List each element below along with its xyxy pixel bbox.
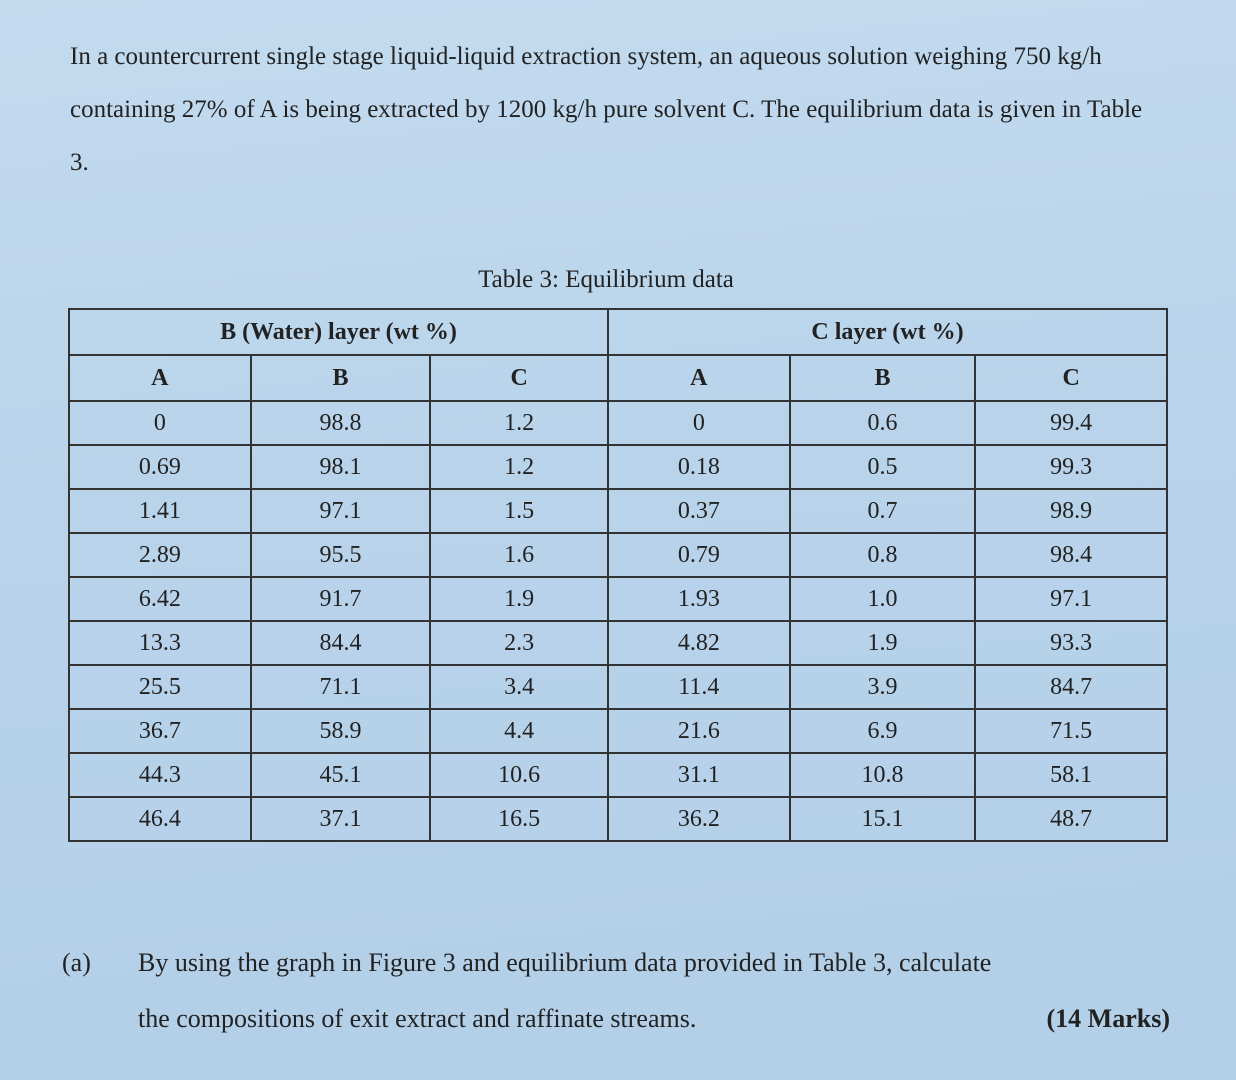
table-cell: 36.2 [608, 797, 790, 841]
table-cell: 71.5 [975, 709, 1167, 753]
table-cell: 84.4 [251, 621, 431, 665]
table-cell: 6.42 [69, 577, 251, 621]
question-text-line-2: the compositions of exit extract and raffinate streams. [138, 1004, 697, 1033]
table-cell: 2.3 [430, 621, 608, 665]
table-cell: 31.1 [608, 753, 790, 797]
table-row [69, 621, 1167, 665]
table-caption [0, 266, 1236, 294]
table-cell: 45.1 [251, 753, 431, 797]
table-cell: 21.6 [608, 709, 790, 753]
group-header-row [69, 309, 1167, 355]
table-cell: 16.5 [430, 797, 608, 841]
table-row [69, 709, 1167, 753]
table-cell: 36.7 [69, 709, 251, 753]
table-cell: 98.8 [251, 401, 431, 445]
table-cell: 98.9 [975, 489, 1167, 533]
table-cell: 71.1 [251, 665, 431, 709]
table-body [69, 401, 1167, 841]
table-cell: 0.79 [608, 533, 790, 577]
table-cell: 58.1 [975, 753, 1167, 797]
table-cell: 98.1 [251, 445, 431, 489]
table-cell: 3.4 [430, 665, 608, 709]
table-cell: 1.93 [608, 577, 790, 621]
table-cell: 1.2 [430, 401, 608, 445]
table-cell: 2.89 [69, 533, 251, 577]
table-cell: 4.82 [608, 621, 790, 665]
table-cell: 1.6 [430, 533, 608, 577]
table-cell: 84.7 [975, 665, 1167, 709]
table-cell: 1.5 [430, 489, 608, 533]
table-cell: 48.7 [975, 797, 1167, 841]
column-header: C [975, 355, 1167, 401]
column-header: A [69, 355, 251, 401]
table-cell: 98.4 [975, 533, 1167, 577]
table-cell: 10.6 [430, 753, 608, 797]
table-row [69, 533, 1167, 577]
table-row [69, 445, 1167, 489]
table-cell: 3.9 [790, 665, 976, 709]
table-row [69, 665, 1167, 709]
table-cell: 1.9 [790, 621, 976, 665]
table-cell: 25.5 [69, 665, 251, 709]
table-cell: 10.8 [790, 753, 976, 797]
table-cell: 15.1 [790, 797, 976, 841]
table-cell: 0.5 [790, 445, 976, 489]
table-cell: 1.2 [430, 445, 608, 489]
table-cell: 91.7 [251, 577, 431, 621]
column-header: A [608, 355, 790, 401]
column-header: B [251, 355, 431, 401]
table-cell: 97.1 [251, 489, 431, 533]
table-cell: 6.9 [790, 709, 976, 753]
group-header-b-layer: B (Water) layer (wt %) [69, 309, 608, 355]
table-cell: 93.3 [975, 621, 1167, 665]
table-row [69, 577, 1167, 621]
column-header: C [430, 355, 608, 401]
table-cell: 0.8 [790, 533, 976, 577]
table-cell: 37.1 [251, 797, 431, 841]
group-header-c-layer: C layer (wt %) [608, 309, 1167, 355]
column-header: B [790, 355, 976, 401]
table-cell: 1.9 [430, 577, 608, 621]
table-row [69, 401, 1167, 445]
marks-label: (14 Marks) [1046, 1004, 1170, 1033]
table-cell: 0 [608, 401, 790, 445]
table-cell: 11.4 [608, 665, 790, 709]
table-cell: 0.69 [69, 445, 251, 489]
column-header-row [69, 355, 1167, 401]
table-cell: 95.5 [251, 533, 431, 577]
table-row [69, 797, 1167, 841]
table-cell: 1.41 [69, 489, 251, 533]
equilibrium-table [68, 308, 1168, 842]
table-cell: 1.0 [790, 577, 976, 621]
table-cell: 0.6 [790, 401, 976, 445]
table-cell: 97.1 [975, 577, 1167, 621]
table-cell: 0.37 [608, 489, 790, 533]
table-cell: 44.3 [69, 753, 251, 797]
table-cell: 4.4 [430, 709, 608, 753]
table-cell: 13.3 [69, 621, 251, 665]
table-cell: 58.9 [251, 709, 431, 753]
question-label: (a) [62, 948, 91, 977]
table-row [69, 489, 1167, 533]
table-cell: 0.7 [790, 489, 976, 533]
question-text-line-1: By using the graph in Figure 3 and equilibrium data provided in Table 3, calculate [138, 948, 992, 977]
table-caption-text: Table 3: Equilibrium data [478, 266, 734, 293]
table-cell: 0 [69, 401, 251, 445]
table-row [69, 753, 1167, 797]
table-cell: 99.4 [975, 401, 1167, 445]
table-cell: 0.18 [608, 445, 790, 489]
table-cell: 99.3 [975, 445, 1167, 489]
problem-statement: In a countercurrent single stage liquid-liquid extraction system, an aqueous solution weighing 750 kg/h containing 27% of A is being extracted by 1200 kg/h pure solvent C. The equilibrium data is given in Table 3. [70, 43, 1143, 176]
table-cell: 46.4 [69, 797, 251, 841]
